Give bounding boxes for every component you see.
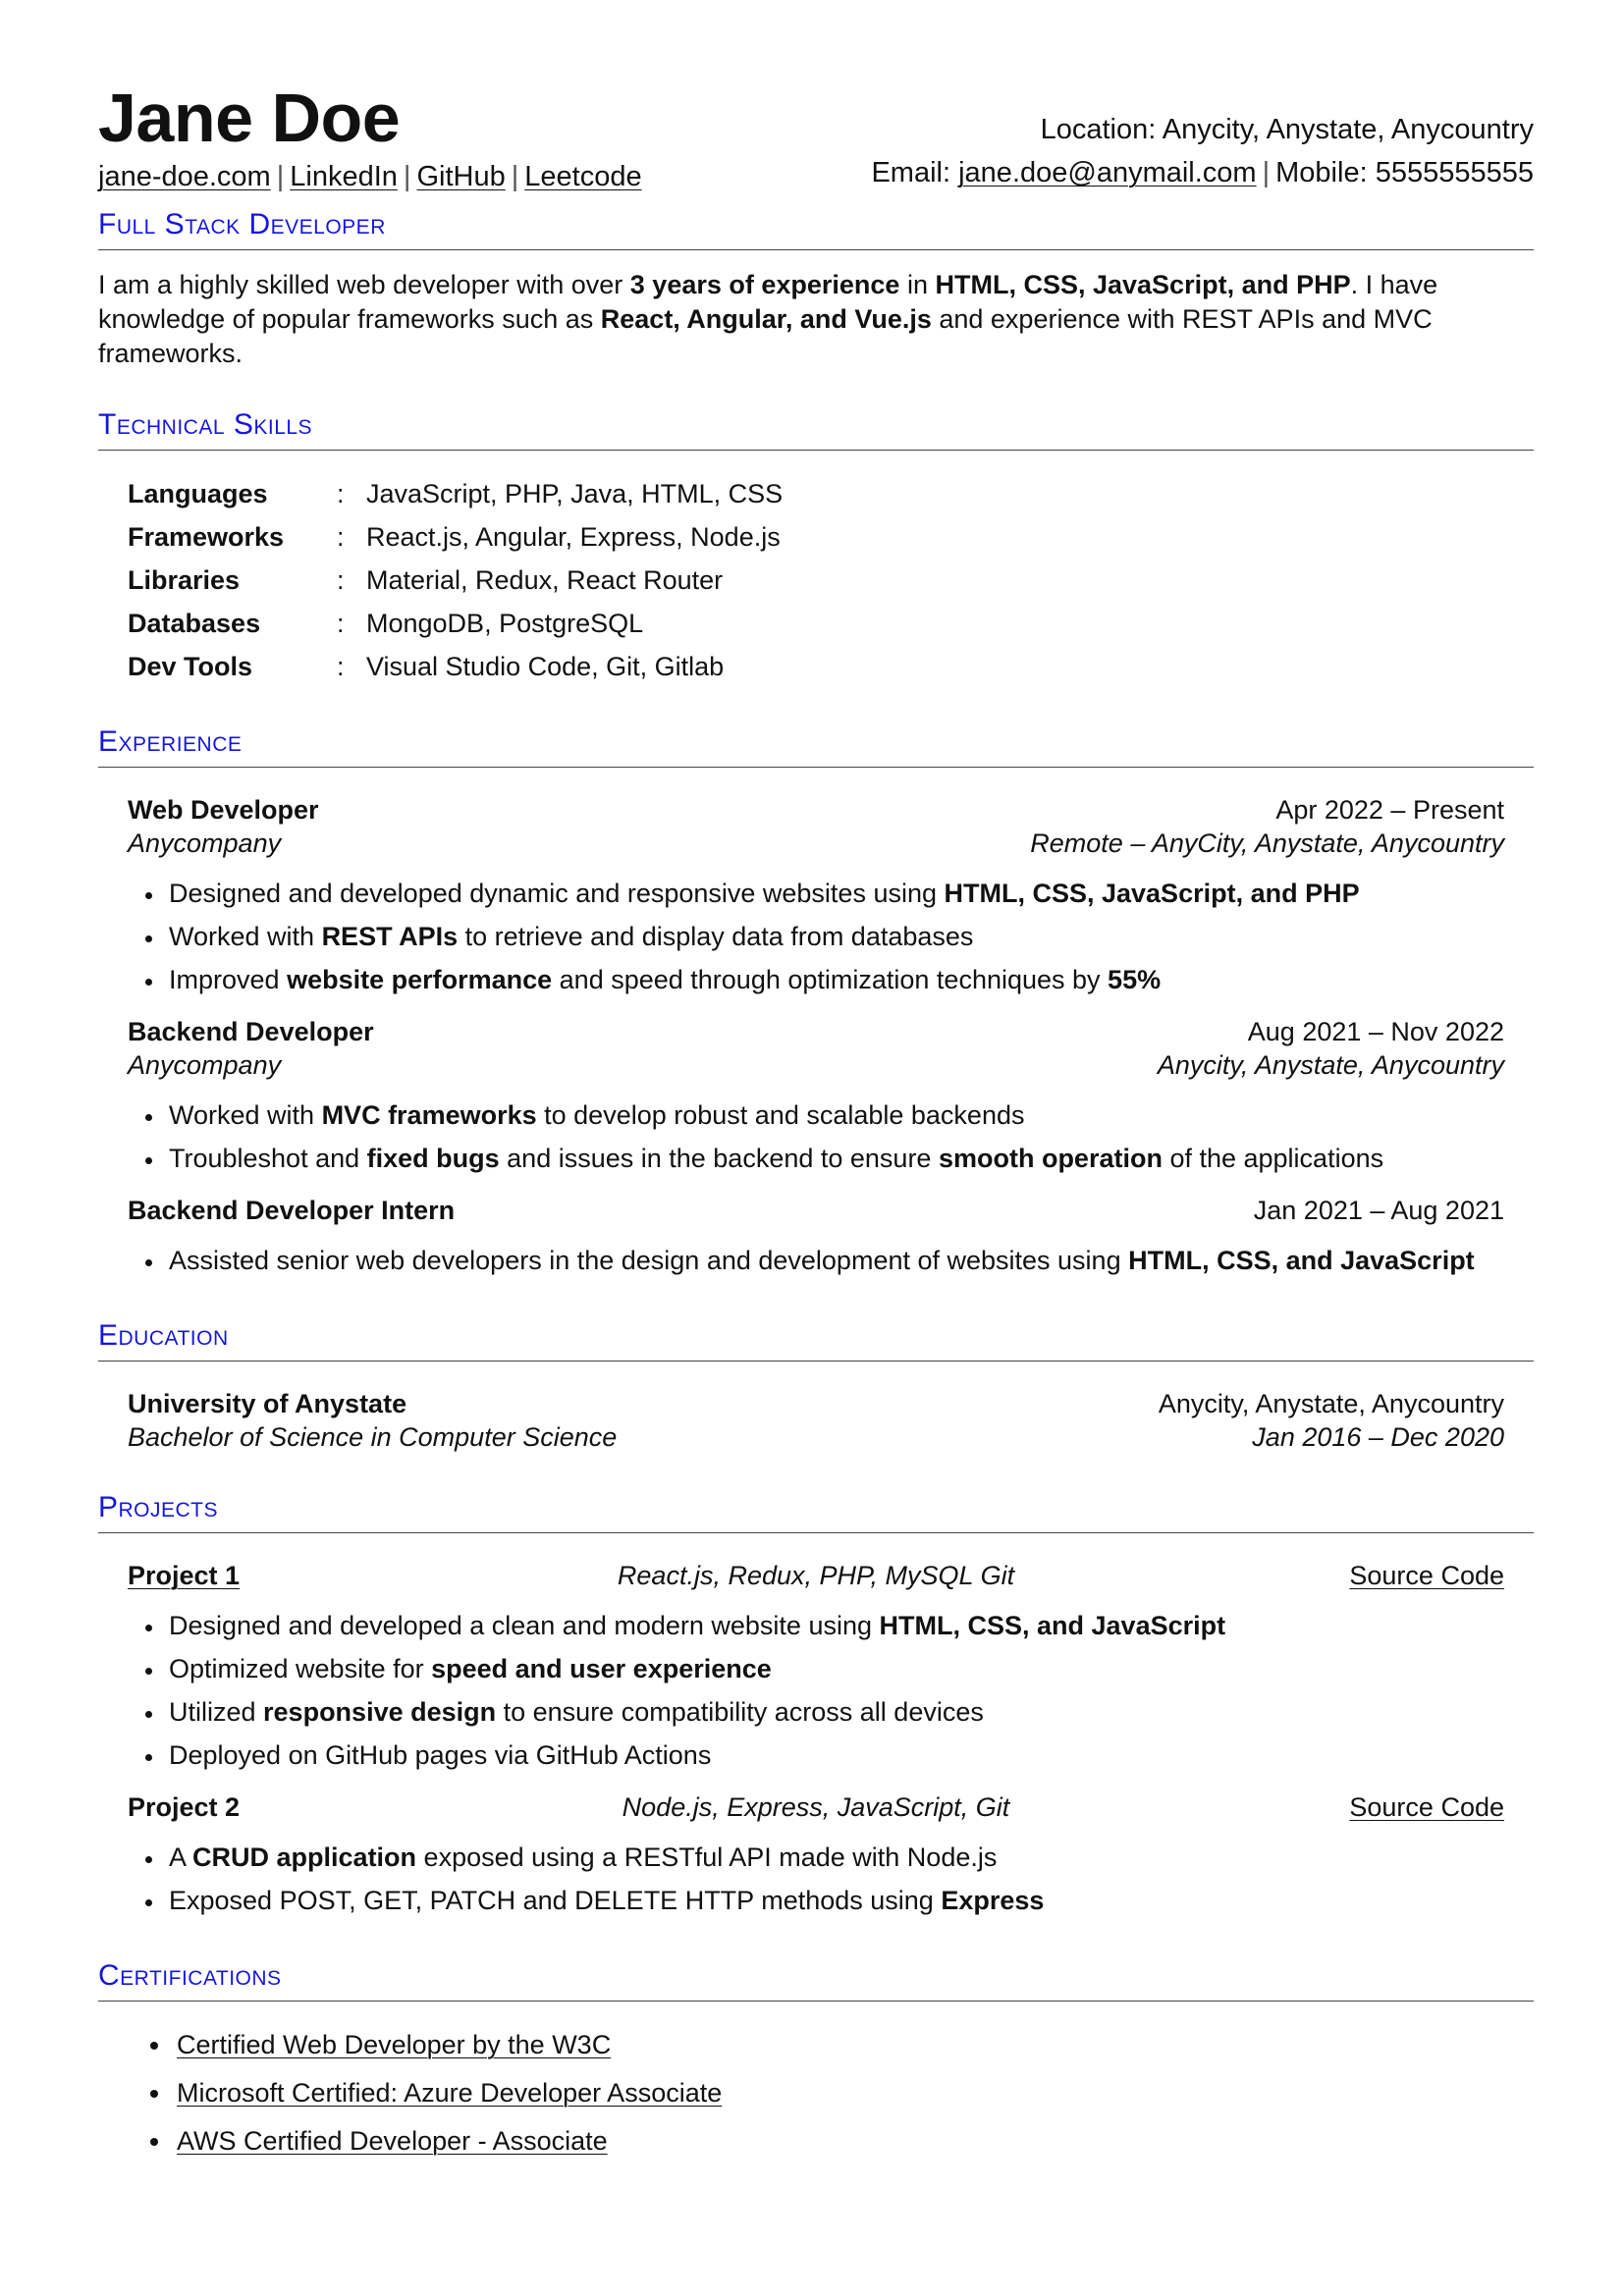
project-entry [128,1790,1504,1922]
summary-fragment: I am a highly skilled web developer with over [98,270,630,299]
bullet-text: of the applications [1162,1144,1384,1173]
summary-highlight: 3 years of experience [629,270,900,299]
bullet-text: Deployed on GitHub pages via GitHub Actions [169,1740,712,1770]
bullet-highlight: HTML, CSS, and JavaScript [879,1611,1226,1640]
bullet-text: A [169,1842,193,1872]
job-role: Backend Developer Intern [128,1196,456,1225]
bullet-text: and issues in the backend to ensure [499,1144,939,1173]
school-location: Anycity, Anystate, Anycountry [1158,1389,1504,1418]
certification-item [173,2117,1534,2165]
leetcode-link[interactable]: Leetcode [524,161,642,192]
project-header-row [128,1790,1504,1824]
skill-value: Visual Studio Code, Git, Gitlab [366,651,725,681]
summary-fragment: and experience with REST APIs and MVC frameworks. [98,304,1433,368]
contact-separator: | [1262,157,1271,188]
bullet-highlight: CRUD application [192,1842,417,1872]
job-role: Backend Developer [128,1017,374,1046]
bullet-highlight: REST APIs [321,922,459,951]
education-title: Education [98,1317,1534,1362]
summary-text [98,268,1534,371]
bullet-text: exposed using a RESTful API made with Node.js [416,1842,998,1872]
job-bullets [128,1094,1504,1180]
project-name: Project 2 [128,1792,241,1822]
project-bullets [128,1604,1504,1777]
job-location: Anycity, Anystate, Anycountry [1157,1050,1504,1080]
bullet-text: Worked with [169,1100,322,1130]
mobile-value: 5555555555 [1375,157,1534,188]
job-entry [128,1194,1504,1282]
link-separator: | [403,161,411,192]
skill-colon: : [337,608,345,638]
bullet-text: to ensure compatibility across all devices [496,1697,984,1727]
certification-link[interactable]: Microsoft Certified: Azure Developer Associate [177,2078,723,2108]
skill-value: MongoDB, PostgreSQL [366,608,644,638]
skill-label: Dev Tools [128,651,253,681]
certifications-list [98,2021,1534,2165]
certifications-section [98,1957,1534,2165]
job-role: Web Developer [128,795,319,825]
location-label: Location: [1040,114,1157,145]
link-separator: | [511,161,519,192]
job-bullets [128,872,1504,1001]
bullet-text: to develop robust and scalable backends [536,1100,1025,1130]
bullet-text: Designed and developed dynamic and responsive websites using [169,879,945,908]
email-label: Email: [871,157,951,188]
skills-title: Technical Skills [98,406,1534,451]
skills-table [128,472,783,688]
summary-title: Full Stack Developer [98,206,1534,250]
bullet-text: and speed through optimization techniques by [552,965,1109,994]
education-entry [128,1387,1504,1454]
bullet-item [165,958,1504,1001]
bullet-highlight: MVC frameworks [321,1100,537,1130]
education-section [98,1317,1534,1454]
project-header-row [128,1559,1504,1592]
contact-info [871,108,1534,194]
skill-value: React.js, Angular, Express, Node.js [366,521,781,552]
bullet-item [165,1094,1504,1137]
candidate-name: Jane Doe [98,80,401,156]
degree: Bachelor of Science in Computer Science [128,1422,618,1452]
bullet-text: Worked with [169,922,322,951]
bullet-text: Designed and developed a clean and modern website using [169,1611,880,1640]
job-company: Anycompany [128,1050,282,1080]
skill-colon: : [337,478,345,508]
mobile-label: Mobile: [1275,157,1368,188]
job-header-row [128,1015,1504,1048]
bullet-highlight: Express [941,1886,1045,1915]
skill-row [128,515,783,559]
bullet-item [165,1734,1504,1777]
summary-fragment: . I have knowledge of popular frameworks such as [98,270,1438,334]
certification-item [173,2069,1534,2117]
location-line [871,108,1534,151]
bullet-item [165,1604,1504,1647]
bullet-highlight: smooth operation [938,1144,1163,1173]
bullet-item [165,1647,1504,1690]
bullet-item [165,1690,1504,1734]
bullet-text: Optimized website for [169,1654,432,1683]
resume-page [98,79,1534,2201]
bullet-item [165,1836,1504,1879]
summary-section [98,206,1534,371]
job-header-row [128,1194,1504,1227]
bullet-item [165,1137,1504,1180]
bullet-text: Utilized [169,1697,264,1727]
skill-row [128,602,783,645]
email-link[interactable]: jane.doe@anymail.com [958,157,1257,188]
job-subheader-row [128,1048,1504,1082]
source-code-link[interactable]: Source Code [1349,1792,1504,1822]
summary-highlight: HTML, CSS, JavaScript, and PHP [935,270,1351,299]
school-name: University of Anystate [128,1389,407,1418]
skill-row [128,559,783,602]
skill-label: Frameworks [128,521,285,552]
skill-label: Databases [128,608,261,638]
job-company: Anycompany [128,828,282,858]
bullet-item [165,1879,1504,1922]
github-link[interactable]: GitHub [416,161,506,192]
job-location: Remote – AnyCity, Anystate, Anycountry [1030,828,1504,858]
skill-row [128,472,783,515]
job-entry [128,793,1504,1001]
bullet-highlight: HTML, CSS, and JavaScript [1128,1246,1475,1275]
source-code-link[interactable]: Source Code [1349,1561,1504,1590]
skill-colon: : [337,521,345,552]
certification-link[interactable]: AWS Certified Developer - Associate [177,2126,608,2156]
skill-value: Material, Redux, React Router [366,564,724,595]
bullet-text: Improved [169,965,288,994]
skill-row [128,645,783,688]
bullet-text: Assisted senior web developers in the design and development of websites using [169,1246,1129,1275]
education-header-row [128,1387,1504,1420]
skill-value: JavaScript, PHP, Java, HTML, CSS [366,478,784,508]
bullet-highlight: responsive design [263,1697,497,1727]
experience-section [98,723,1534,1282]
linkedin-link[interactable]: LinkedIn [290,161,398,192]
projects-section [98,1489,1534,1922]
project-bullets [128,1836,1504,1922]
skill-label: Libraries [128,564,241,595]
bullet-text: to retrieve and display data from databases [458,922,974,951]
skill-label: Languages [128,478,268,508]
bullet-item [165,915,1504,958]
certification-item [173,2021,1534,2069]
skill-colon: : [337,651,345,681]
job-dates: Jan 2021 – Aug 2021 [1253,1196,1504,1225]
project-entry [128,1559,1504,1777]
education-subheader-row [128,1420,1504,1454]
website-link[interactable]: jane-doe.com [98,161,271,192]
profile-links [98,157,642,196]
project-source [1014,1559,1504,1592]
project-tech: Node.js, Express, JavaScript, Git [622,1792,1010,1822]
bullet-highlight: website performance [287,965,553,994]
skill-colon: : [337,564,345,595]
email-mobile-line [871,151,1534,194]
projects-title: Projects [98,1489,1534,1533]
job-bullets [128,1239,1504,1282]
project-name-link[interactable]: Project 1 [128,1561,241,1590]
summary-highlight: React, Angular, and Vue.js [600,304,932,334]
experience-title: Experience [98,723,1534,768]
job-subheader-row [128,827,1504,860]
bullet-highlight: 55% [1108,965,1162,994]
bullet-text: Troubleshot and [169,1144,367,1173]
project-source [1009,1790,1504,1824]
bullet-highlight: speed and user experience [431,1654,772,1683]
location-value: Anycity, Anystate, Anycountry [1162,114,1534,145]
resume-header [98,79,1534,206]
project-tech: React.js, Redux, PHP, MySQL Git [617,1561,1015,1590]
job-dates: Aug 2021 – Nov 2022 [1247,1017,1504,1046]
job-entry [128,1015,1504,1180]
education-dates: Jan 2016 – Dec 2020 [1252,1422,1504,1452]
bullet-highlight: fixed bugs [366,1144,500,1173]
bullet-text: Exposed POST, GET, PATCH and DELETE HTTP methods using [169,1886,942,1915]
skills-section [98,406,1534,688]
job-header-row [128,793,1504,827]
bullet-item [165,1239,1504,1282]
certifications-title: Certifications [98,1957,1534,2002]
bullet-highlight: HTML, CSS, JavaScript, and PHP [944,879,1360,908]
job-dates: Apr 2022 – Present [1275,795,1504,825]
link-separator: | [276,161,285,192]
bullet-item [165,872,1504,915]
certification-link[interactable]: Certified Web Developer by the W3C [177,2030,612,2059]
summary-fragment: in [899,270,936,299]
